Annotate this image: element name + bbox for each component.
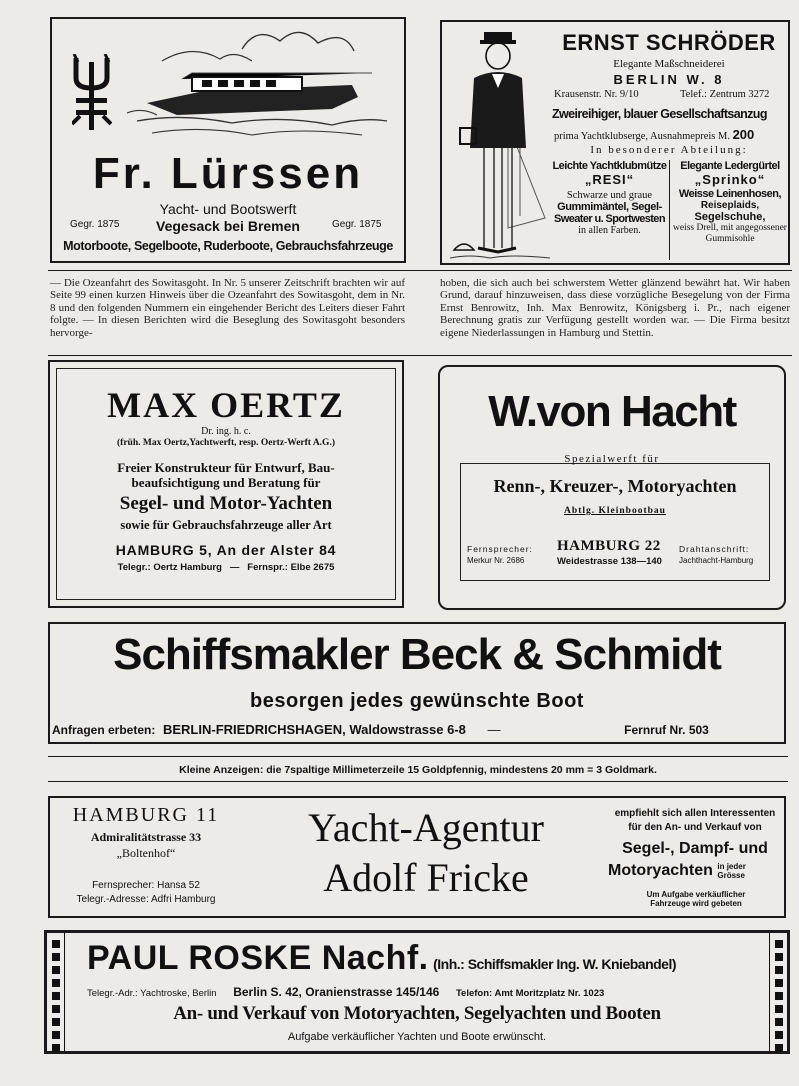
hacht-inner-box: [460, 463, 770, 581]
oertz-telegr: Telegr.: Oertz Hamburg: [117, 562, 222, 573]
roske-phone: Telefon: Amt Moritzplatz Nr. 1023: [455, 988, 605, 999]
decor-square: [775, 1044, 783, 1052]
oertz-phone: Fernspr.: Elbe 2675: [247, 562, 335, 573]
oertz-name: MAX OERTZ: [107, 385, 345, 425]
fricke-right2: für den An- und Verkauf von: [628, 822, 762, 833]
fricke-name2: Adolf Fricke: [323, 855, 529, 900]
oertz-contact-row: [50, 562, 402, 573]
decor-square: [52, 1005, 60, 1013]
schroeder-right-col: [672, 160, 788, 245]
oertz-address: HAMBURG 5, An der Alster 84: [115, 542, 337, 558]
schroeder-left-6: in allen Farben.: [578, 225, 641, 236]
roske-slogan: An- und Verkauf von Motoryachten, Segelyachten und Booten: [173, 1003, 661, 1024]
oertz-title: Dr. ing. h. c.: [201, 426, 251, 437]
schroeder-dept: In besonderer Abteilung:: [590, 144, 748, 156]
fricke-ad: [48, 796, 786, 918]
schroeder-right-5: Segelschuhe,: [694, 211, 766, 223]
small-ads-bottom-rule: [48, 781, 788, 782]
hacht-ad: [438, 365, 786, 610]
schroeder-price-row: [554, 127, 790, 142]
fricke-city: HAMBURG 11: [72, 804, 220, 826]
article-top-rule: [48, 270, 792, 271]
luerssen-subtitle: Yacht- und Bootswerft: [159, 201, 297, 217]
decor-square: [52, 940, 60, 948]
hacht-phone: Merkur Nr. 2686: [467, 556, 525, 565]
oertz-line4: sowie für Gebrauchsfahrzeuge aller Art: [120, 518, 332, 532]
fricke-right4: Motoryachten: [608, 862, 713, 880]
decor-square: [52, 979, 60, 987]
hacht-name: W.von Hacht: [488, 387, 736, 436]
oertz-line2: beaufsichtigung und Beratung für: [131, 475, 321, 490]
luerssen-ad: [50, 17, 406, 263]
schroeder-line1: Elegante Maßschneiderei: [613, 58, 725, 70]
beck-contact-row: [50, 722, 784, 737]
schroeder-right-2: „Sprinko“: [694, 172, 766, 187]
oertz-line3: Segel- und Motor-Yachten: [119, 493, 333, 514]
roske-right-squares: [769, 933, 787, 1051]
roske-address: Berlin S. 42, Oranienstrasse 145/146: [233, 985, 440, 999]
schroeder-left-2: „RESI“: [584, 172, 635, 187]
decor-square: [52, 992, 60, 1000]
luerssen-founded-left: Gegr. 1875: [70, 219, 120, 230]
hacht-types: Renn-, Kreuzer-, Motoryachten: [493, 476, 737, 496]
motorboat-illustration: [122, 21, 392, 149]
roske-owner: (Inh.: Schiffsmakler Ing. W. Kniebandel): [433, 956, 677, 972]
roske-ad: [44, 930, 790, 1054]
oertz-ad: [48, 360, 404, 608]
beck-schmidt-ad: [48, 622, 786, 744]
decor-square: [775, 966, 783, 974]
fricke-phone: Fernsprecher: Hansa 52: [92, 880, 200, 891]
luerssen-founded-right: Gegr. 1875: [332, 219, 382, 230]
schroeder-right-6: weiss Drell, mit angegossener Gummisohle: [673, 223, 787, 244]
fricke-right4b: in jeder Grösse: [717, 862, 746, 880]
schroeder-address: Krausenstr. Nr. 9/10: [554, 89, 639, 100]
decor-square: [52, 966, 60, 974]
fricke-right3: Segel-, Dampf- und: [622, 840, 768, 857]
hacht-street: Weidestrasse 138—140: [557, 556, 662, 567]
schroeder-right-3: Weisse Leinenhosen,: [678, 188, 782, 200]
small-ads-notice: Kleine Anzeigen: die 7spaltige Millimeterzeile 15 Goldpfennig, mindestens 20 mm = 3 Goldmark.: [179, 764, 657, 776]
fricke-house: „Boltenhof“: [116, 846, 176, 860]
decor-square: [52, 1044, 60, 1052]
small-ads-top-rule: [48, 756, 788, 757]
hacht-dept: Abtlg. Kleinbootbau: [564, 506, 666, 516]
hacht-wire: Jachthacht-Hamburg: [679, 556, 754, 565]
article-bottom-rule: [48, 355, 792, 356]
decor-square: [52, 1018, 60, 1026]
luerssen-products: Motorboote, Segelboote, Ruderboote, Gebrauchsfahrzeuge: [63, 239, 393, 253]
article-right-column: hoben, die sich auch bei schwerstem Wetter glänzend bewährt hat. Wir haben Grund, darauf hinzuweisen, dass diese vorzügliche Besegelung von der Firma Ernst Benrowitz, Inh. Max Benrowitz, Königsberg i. Pr., nach eigener Berechnung gratis zur Verfügung gestellt worden war. — Die Firma besitzt eigene Niederlassungen in Hamburg und Stettin.: [440, 277, 790, 339]
decor-square: [775, 1031, 783, 1039]
fricke-street: Admiralitätstrasse 33: [90, 830, 202, 844]
schroeder-left-5: Sweater u. Sportwesten: [554, 213, 665, 225]
schroeder-left-col: [552, 160, 667, 236]
oertz-dash: —: [229, 562, 240, 573]
decor-square: [775, 979, 783, 987]
luerssen-logo: [72, 54, 112, 132]
roske-left-squares: [47, 933, 65, 1051]
hacht-phone-label: Fernsprecher:: [467, 544, 533, 554]
schroeder-right-1: Elegante Ledergürtel: [680, 160, 780, 172]
luerssen-name: Fr. Lürssen: [92, 149, 364, 198]
decor-square: [52, 1031, 60, 1039]
luerssen-location: Vegesack bei Bremen: [156, 218, 300, 234]
roske-note: Aufgabe verkäuflicher Yachten und Boote erwünscht.: [287, 1031, 547, 1043]
schroeder-city: BERLIN W. 8: [613, 72, 725, 87]
oertz-former: (früh. Max Oertz,Yachtwerft, resp. Oertz-Werft A.G.): [117, 438, 335, 448]
fricke-telegr: Telegr.-Adresse: Adfri Hamburg: [76, 894, 216, 905]
schroeder-price: 200: [732, 127, 755, 142]
decor-square: [775, 1018, 783, 1026]
roske-telegr: Telegr.-Adr.: Yachtroske, Berlin: [87, 988, 217, 999]
fricke-name1: Yacht-Agentur: [308, 805, 544, 850]
decor-square: [775, 992, 783, 1000]
fricke-right1: empfiehlt sich allen Interessenten: [614, 808, 776, 819]
beck-slogan: besorgen jedes gewünschte Boot: [250, 690, 584, 712]
fricke-right5: Um Aufgabe verkäuflicher Fahrzeuge wird gebeten: [646, 890, 746, 908]
beck-address: BERLIN-FRIEDRICHSHAGEN, Waldowstrasse 6-8: [162, 722, 466, 737]
schroeder-left-1: Leichte Yachtklubmütze: [552, 160, 667, 172]
schroeder-offer: Zweireihiger, blauer Gesellschaftsanzug: [552, 107, 767, 121]
schroeder-left-3: Schwarze und graue: [566, 190, 653, 201]
schroeder-price-text: prima Yachtklubserge, Ausnahmepreis M.: [554, 131, 730, 142]
beck-name: Schiffsmakler Beck & Schmidt: [113, 630, 721, 679]
roske-name: PAUL ROSKE Nachf.: [87, 939, 429, 977]
schroeder-phone: Telef.: Zentrum 3272: [680, 89, 770, 100]
hacht-city: HAMBURG 22: [557, 538, 661, 554]
beck-inquiries-label: Anfragen erbeten:: [52, 723, 156, 737]
fricke-right4-row: [608, 862, 784, 880]
hacht-special: Spezialwerft für: [564, 453, 660, 465]
schroeder-name: ERNST SCHRÖDER: [562, 30, 776, 55]
schroeder-right-4: Reiseplaids,: [700, 200, 760, 211]
article-left-column: — Die Ozeanfahrt des Sowitasgoht. In Nr. 5 unserer Zeitschrift brachten wir auf Seite 99 einen kurzen Hinweis über die Ozeanfahrt des Sowitasgoht, dem in Nr. 8 und den folgenden Nummern ein eingehender Bericht des Leiters dieser Fahrt folgte. — In diesen Berichten wird die Beseglung des Sowitasgoht besonders hervorge-: [50, 277, 405, 339]
beck-phone: Fernruf Nr. 503: [624, 723, 709, 737]
oertz-line1: Freier Konstrukteur für Entwurf, Bau-: [117, 460, 335, 475]
roske-title-row: [87, 939, 757, 978]
yachtsman-illustration: [450, 28, 554, 260]
schroeder-col-divider: [669, 160, 670, 260]
schroeder-left-4: Gummimäntel, Segel-: [557, 201, 662, 213]
decor-square: [775, 1005, 783, 1013]
schroeder-ad: [440, 20, 790, 265]
beck-dash: —: [487, 722, 501, 737]
hacht-wire-label: Drahtanschrift:: [679, 544, 750, 554]
roske-contact-row: [87, 985, 757, 999]
decor-square: [775, 953, 783, 961]
decor-square: [52, 953, 60, 961]
decor-square: [775, 940, 783, 948]
